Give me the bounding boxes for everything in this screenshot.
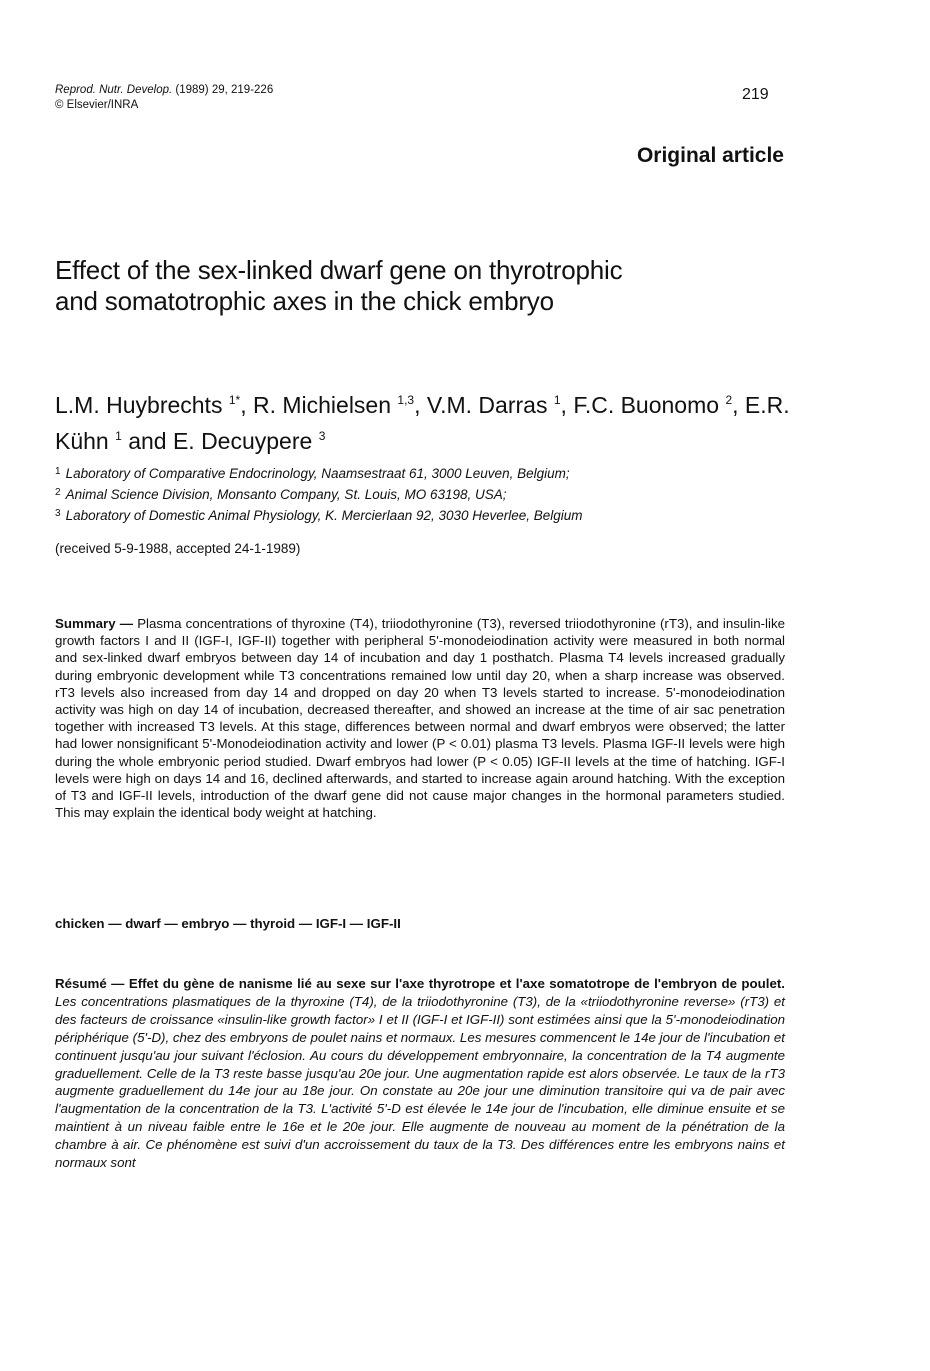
author-affil-mark: 1* — [228, 393, 241, 407]
author-conjunction: and — [128, 428, 167, 454]
author-affil-mark: 1,3 — [397, 393, 415, 407]
author-affil-mark: 2 — [725, 393, 733, 407]
journal-name: Reprod. Nutr. Develop. — [55, 84, 173, 96]
journal-volume: (1989) 29, 219-226 — [175, 84, 274, 96]
author-name: E.R. Kühn — [55, 392, 790, 454]
author-name: V.M. Darras — [426, 392, 548, 418]
author-name: L.M. Huybrechts — [55, 392, 223, 418]
article-type: Original article — [636, 144, 784, 167]
page-number: 219 — [742, 86, 769, 103]
copyright: © Elsevier/INRA — [55, 99, 139, 111]
summary-text: Plasma concentrations of thyroxine (T4), triiodothyronine (T3), reversed triiodothyronine (rT3), and insulin-like growth factors I and II (IGF-I, IGF-II) together with peripheral 5'-monodeiodination activity were measured in both normal and sex-linked dwarf embryos between day 14 of incubation and day 1 posthatch. Plasma T4 levels increased gradually during embryonic development while T3 concentrations remained low until day 20, when a sharp increase was observed. rT3 levels also increased from day 14 and dropped on day 20 when T3 levels started to increase. 5'-monodeiodination activity was high on day 14 of incubation, decreased thereafter, and showed an increase at the time of air sac penetration together with increased T3 levels. At this stage, differences between normal and dwarf embryos were observed; the latter had lower nonsignificant 5'-Monodeiodination activity and lower (P < 0.01) plasma T3 levels. Plasma IGF-II levels were high during the whole embryonic period studied. Dwarf embryos had lower (P < 0.05) IGF-II levels at the time of hatching. IGF-I levels were high on days 14 and 16, declined afterwards, and started to increase again around hatching. With the exception of T3 and IGF-II levels, introduction of the dwarf gene did not cause major changes in the hormonal parameters studied. This may explain the identical body weight at hatching. — [55, 616, 785, 821]
received-dates: (received 5-9-1988, accepted 24-1-1989) — [55, 541, 301, 556]
author-list: L.M. Huybrechts $^{1*}$, R. Michielsen $^{1,3}$, V.M. Darras $^1$, F.C. Buonomo $^2$, E.R. Kühn $^1$ and E. Decuypere $^3$ — [55, 392, 790, 454]
author-name: R. Michielsen — [252, 392, 392, 418]
journal-citation — [55, 83, 273, 113]
summary-label: Summary — — [55, 616, 134, 631]
affiliation-number: 2 — [55, 487, 61, 498]
author-affil-mark: 3 — [318, 429, 326, 443]
author-name: F.C. Buonomo — [573, 392, 720, 418]
resume-abstract — [55, 975, 785, 1172]
affiliation-item — [55, 462, 815, 483]
affiliation-text: Laboratory of Domestic Animal Physiology, K. Mercierlaan 92, 3030 Heverlee, Belgium — [65, 508, 583, 523]
resume-text: Les concentrations plasmatiques de la thyroxine (T4), de la triiodothyronine (T3), de la «triiodothyronine reverse» (rT3) et des facteurs de croissance «insulin-like growth factor» I et II (IGF-I et IGF-II) sont estimées ainsi que la 5'-monodeiodination périphérique (5'-D), chez des embryons de poulet nains et normaux. Les mesures commencent le 14e jour de l'incubation et continuent jusqu'au jour suivant l'éclosion. Au cours du développement embryonnaire, la concentration de la T4 augmente graduellement. Celle de la T3 reste basse jusqu'au 20e jour. Une augmentation rapide est alors observée. Le taux de la rT3 augmente graduellement du 14e jour au 18e jour. On constate au 20e jour une diminution transitoire qui va de pair avec l'augmentation de la concentration de la T3. L'activité 5'-D est élevée le 14e jour de l'incubation, elle diminue ensuite et se maintient à un niveau faible entre le 16e et le 20e jour. Elle augmente de nouveau au moment de la pénétration de la chambre à air. Ce phénomène est suivi d'un accroissement du taux de la T3. Des différences entre les embryons nains et normaux sont — [55, 993, 785, 1171]
title-line-1: Effect of the sex-linked dwarf gene on thyrotrophic — [55, 255, 623, 285]
keywords: chicken — dwarf — embryo — thyroid — IGF-I — IGF-II — [55, 916, 401, 931]
affiliation-number: 1 — [55, 466, 61, 477]
affiliation-text: Animal Science Division, Monsanto Company, St. Louis, MO 63198, USA; — [65, 487, 507, 502]
article-title — [55, 255, 815, 317]
title-line-2: and somatotrophic axes in the chick embryo — [55, 286, 554, 316]
affiliations — [55, 462, 815, 525]
affiliation-item — [55, 504, 815, 525]
author-name: E. Decuypere — [172, 428, 313, 454]
author-affil-mark: 1 — [553, 393, 561, 407]
affiliation-text: Laboratory of Comparative Endocrinology, Naamsestraat 61, 3000 Leuven, Belgium; — [65, 466, 570, 481]
summary-abstract — [55, 615, 785, 821]
affiliation-number: 3 — [55, 508, 61, 519]
affiliation-item — [55, 483, 815, 504]
author-affil-mark: 1 — [115, 429, 122, 443]
resume-label: Résumé — Effet du gène de nanisme lié au sexe sur l'axe thyrotrope et l'axe somatotrope de l'embryon de poulet. — [55, 976, 785, 991]
